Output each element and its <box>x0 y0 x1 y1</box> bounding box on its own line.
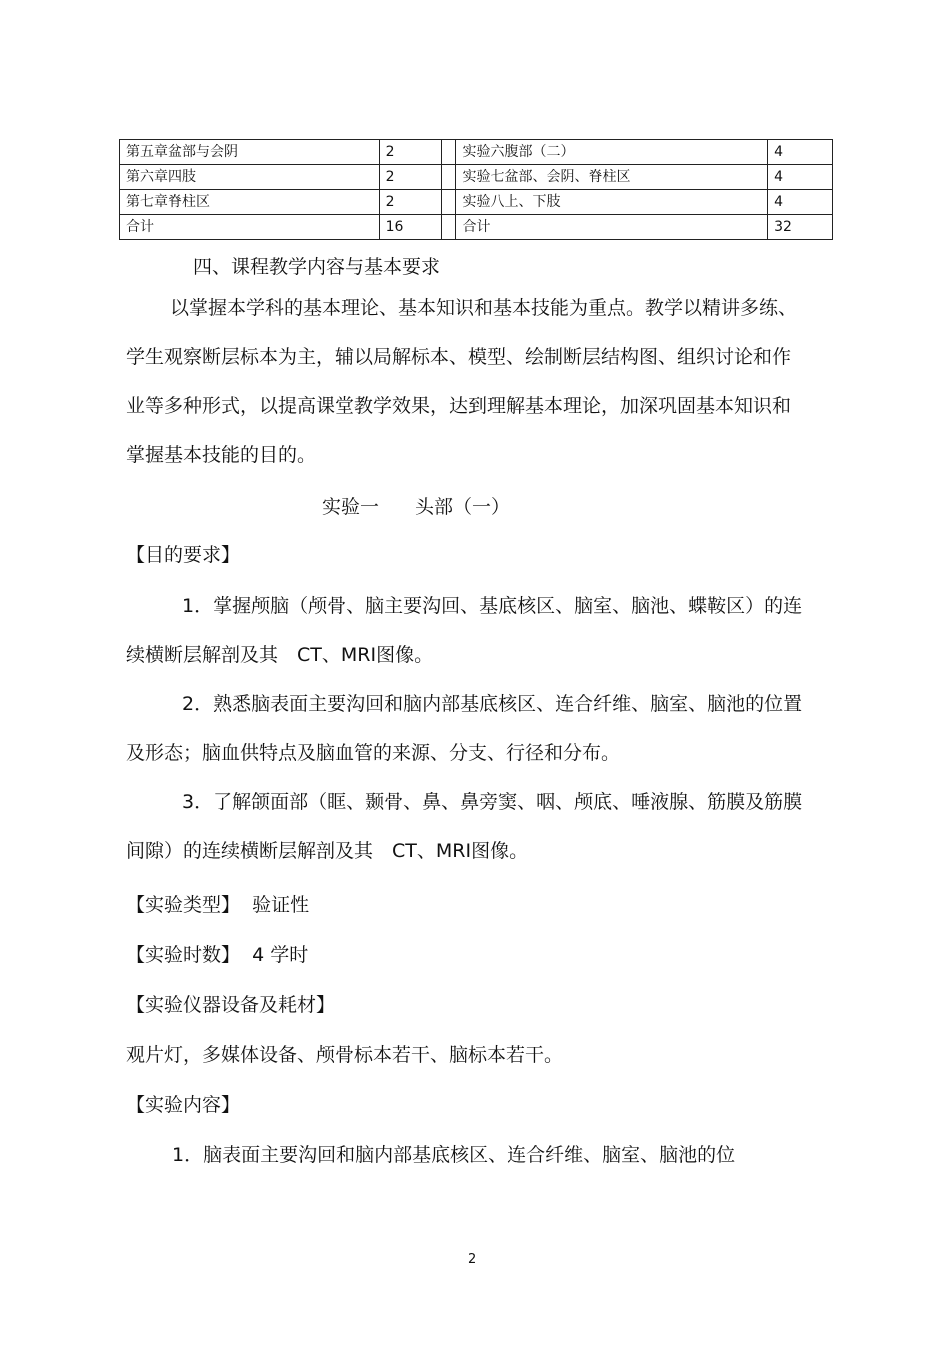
table-row <box>120 140 833 165</box>
left-course-name: 第五章盆部与会阴 <box>120 140 380 165</box>
hours-label: 【实验时数】 <box>126 944 241 966</box>
content-heading: 【实验内容】 <box>126 1094 241 1116</box>
left-course-name: 第七章脊柱区 <box>120 190 380 215</box>
left-course-hours: 2 <box>379 165 441 190</box>
hours-table <box>119 139 833 240</box>
right-lab-hours: 4 <box>768 165 833 190</box>
experiment-name: 头部（一） <box>415 496 511 518</box>
equipment-text: 观片灯，多媒体设备、颅骨标本若干、脑标本若干。 <box>126 1044 564 1066</box>
type-label: 【实验类型】 <box>126 894 241 916</box>
equipment-heading: 【实验仪器设备及耗材】 <box>126 994 336 1016</box>
right-lab-name: 实验八上、下肢 <box>456 190 768 215</box>
experiment-number: 实验一 <box>322 496 380 518</box>
table-gap <box>441 190 456 215</box>
purpose-item-3: 3．了解颌面部（眶、颞骨、鼻、鼻旁窦、咽、颅底、唾液腺、筋膜及筋膜间隙）的连续横断层解剖及其 CT、MRI图像。 <box>126 791 803 862</box>
right-lab-hours: 4 <box>768 190 833 215</box>
table-row <box>120 190 833 215</box>
content-item-1: 1．脑表面主要沟回和脑内部基底核区、连合纤维、脑室、脑池的位 <box>172 1144 736 1166</box>
right-lab-name: 实验七盆部、会阴、脊柱区 <box>456 165 768 190</box>
experiment-hours <box>126 940 308 967</box>
table-row <box>120 165 833 190</box>
right-lab-hours: 4 <box>768 140 833 165</box>
page-number: 2 <box>468 1252 477 1267</box>
purpose-heading: 【目的要求】 <box>126 544 241 566</box>
experiment-title <box>322 492 510 519</box>
purpose-item-1: 1．掌握颅脑（颅骨、脑主要沟回、基底核区、脑室、脑池、蝶鞍区）的连续横断层解剖及其 CT、MRI图像。 <box>126 595 803 666</box>
table-gap <box>441 165 456 190</box>
section-heading: 四、课程教学内容与基本要求 <box>193 256 441 278</box>
right-lab-name: 合计 <box>456 215 768 240</box>
intro-paragraph: 以掌握本学科的基本理论、基本知识和基本技能为重点。教学以精讲多练、学生观察断层标本为主，辅以局解标本、模型、绘制断层结构图、组织讨论和作业等多种形式，以提高课堂教学效果，达到理解基本理论，加深巩固基本知识和掌握基本技能的目的。 <box>126 297 798 466</box>
hours-value: 4 学时 <box>252 944 309 966</box>
left-course-hours: 2 <box>379 190 441 215</box>
right-lab-hours: 32 <box>768 215 833 240</box>
left-course-name: 合计 <box>120 215 380 240</box>
table-gap <box>441 140 456 165</box>
right-lab-name: 实验六腹部（二） <box>456 140 768 165</box>
table-row <box>120 215 833 240</box>
table-gap <box>441 215 456 240</box>
type-value: 验证性 <box>252 894 310 916</box>
left-course-name: 第六章四肢 <box>120 165 380 190</box>
left-course-hours: 2 <box>379 140 441 165</box>
experiment-type <box>126 890 309 917</box>
left-course-hours: 16 <box>379 215 441 240</box>
purpose-item-2: 2．熟悉脑表面主要沟回和脑内部基底核区、连合纤维、脑室、脑池的位置及形态；脑血供特点及脑血管的来源、分支、行径和分布。 <box>126 693 803 764</box>
